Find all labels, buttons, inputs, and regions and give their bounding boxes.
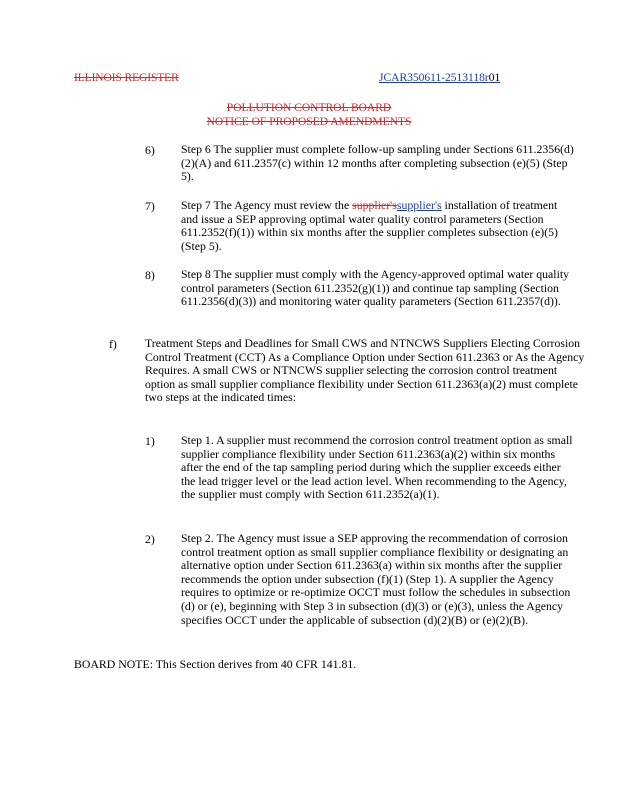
step-6-text: Step 6 The supplier must complete follow-up sampling under Sections 611.2356(d)(2)(A) and 611.2357(c) within 12 months after completing subsection (e)(5) (Step 5). — [181, 142, 574, 184]
step-7-post: installation of treatment and issue a SEP approving optimal water quality control parameters (Section 611.2352(f)(1)) within six months after the supplier completes subsection (e)(5) (Step 5). — [181, 198, 558, 253]
step-8-number: 8) — [145, 268, 155, 282]
jcar-revision: 01 — [488, 72, 501, 84]
register-header: ILLINOIS REGISTER — [74, 72, 179, 84]
step-6-number: 6) — [145, 143, 155, 157]
subsection-f-letter: f) — [109, 337, 117, 351]
jcar-code[interactable]: JCAR350611-2513118r — [379, 72, 489, 84]
subsection-f-text: Treatment Steps and Deadlines for Small CWS and NTNCWS Suppliers Electing Corrosion Control Treatment (CCT) As a Compliance Option under Section 611.2363 or As the Agency Requires. A small CWS or NTNCWS supplier selecting the corrosion control treatment option as small supplier compliance flexibility under Section 611.2363(a)(2) must complete two steps at the indicated times: — [145, 336, 585, 405]
board-note: BOARD NOTE: This Section derives from 40 CFR 141.81. — [74, 657, 357, 671]
step-1-text: Step 1. A supplier must recommend the corrosion control treatment option as small supplier compliance flexibility under Section 611.2363(a)(2) within six months after the end of the tap sampling period during which the supplier exceeds either the lead trigger level or the lead action level. When recommending to the Agency, the supplier must comply with Section 611.2352(a)(1). — [181, 433, 573, 502]
step-7-text — [181, 199, 576, 253]
step-2-number: 2) — [145, 532, 155, 546]
notice-title: NOTICE OF PROPOSED AMENDMENTS — [206, 116, 412, 128]
inserted-text[interactable]: supplier's — [396, 198, 442, 212]
step-2-text: Step 2. The Agency must issue a SEP approving the recommendation of corrosion control treatment option as small supplier compliance flexibility or designating an alternative option under Section 611.2363(a) within six months after the supplier recommends the option under subsection (f)(1) (Step 1). A supplier the Agency requires to optimize or re-optimize OCCT must follow the schedules in subsection (d) or (e), beginning with Step 3 in subsection (d)(3) or (e)(3), unless the Agency specifies OCCT under the applicable of subsection (d)(2)(B) or (e)(2)(B). — [181, 531, 571, 627]
step-7-pre: Step 7 The Agency must review the — [181, 198, 353, 212]
deleted-text: supplier's — [352, 198, 397, 212]
step-7-number: 7) — [145, 199, 155, 213]
jcar-reference-link[interactable] — [379, 72, 500, 84]
board-title: POLLUTION CONTROL BOARD — [226, 102, 392, 114]
step-8-text: Step 8 The supplier must comply with the Agency-approved optimal water quality control parameters (Section 611.2352(g)(1)) and continue tap sampling (Section 611.2356(d)(3)) and monitoring water quality parameters (Section 611.2357(d)). — [181, 267, 570, 309]
step-1-number: 1) — [145, 434, 155, 448]
